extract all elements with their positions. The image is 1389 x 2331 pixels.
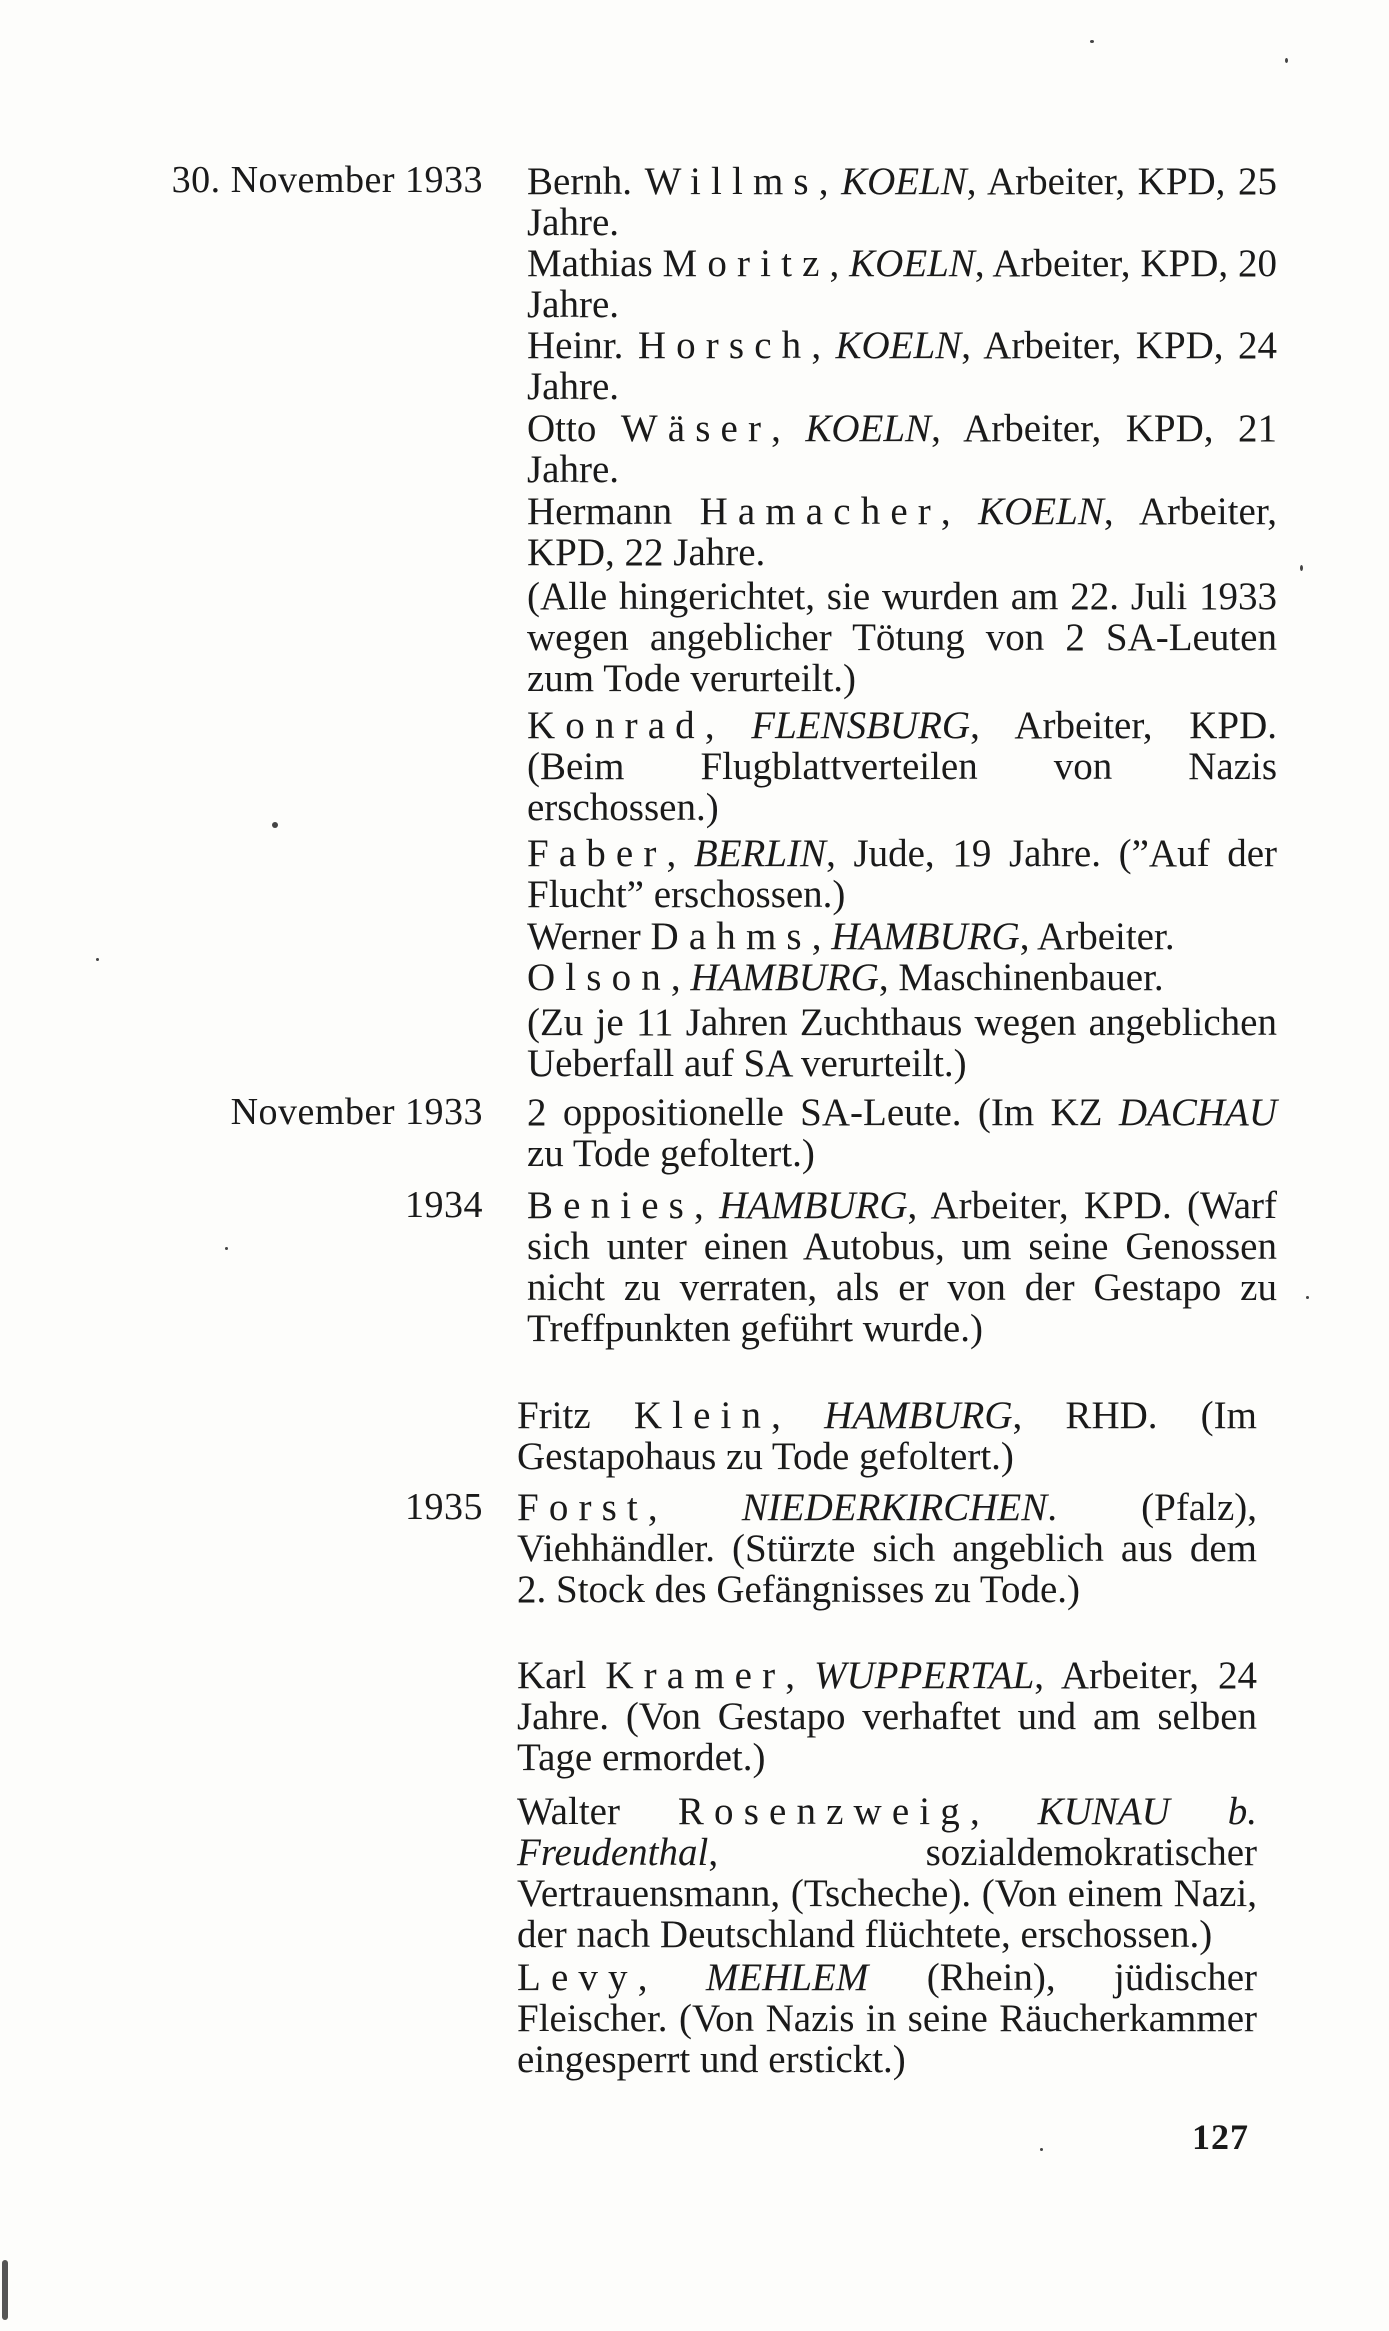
victim-details: , Arbeiter, 24 Jahre. (Von Gestapo verhaftet und am selben Tage ermordet.)	[517, 1654, 1258, 1779]
victim-place: KOELN	[841, 160, 967, 203]
victim-surname: Willms	[644, 160, 819, 203]
victim-entry: Otto Wäser, KOELN, Arbeiter, KPD, 21 Jahre.	[527, 407, 1277, 491]
victim-place: KOELN	[835, 324, 962, 367]
victim-name: Hermann Hamacher	[527, 490, 941, 533]
victim-place: NIEDERKIRCHEN	[741, 1486, 1048, 1529]
victim-surname: Benies	[527, 1184, 694, 1227]
victim-name: Mathias Moritz	[527, 242, 830, 285]
entry-date: 1934	[405, 1184, 483, 1226]
victim-details: , RHD. (Im Gestapohaus zu Tode gefoltert.)	[517, 1394, 1257, 1478]
victim-surname: Olson	[527, 956, 671, 999]
victim-place: MEHLEM	[705, 1956, 869, 1999]
victim-name	[527, 1184, 694, 1227]
victim-place: HAMBURG	[719, 1184, 908, 1227]
victim-surname: Konrad	[527, 704, 705, 747]
scan-speck	[1040, 2148, 1043, 2151]
victim-place: KUNAU b. Freudenthal	[517, 1790, 1257, 1874]
victim-name	[527, 956, 671, 999]
victim-details: (Rhein), jüdischer Fleischer. (Von Nazis in seine Räucherkammer eingesperrt und erstickt.)	[517, 1956, 1257, 2081]
entry-lead-text: 2 oppositionelle SA-Leute. (Im KZ	[527, 1091, 1119, 1134]
victim-place: HAMBURG	[831, 915, 1020, 958]
victim-surname: Forst	[517, 1486, 648, 1529]
victim-name	[527, 704, 705, 747]
scan-speck	[96, 958, 99, 961]
scan-edge-mark	[2, 2260, 8, 2320]
victim-entry: Levy, MEHLEM (Rhein), jüdischer Fleischer. (Von Nazis in seine Räucherkammer eingesperrt und erstickt.)	[517, 1956, 1257, 2081]
victim-name: Otto Wäser	[527, 407, 772, 450]
victim-entry: Konrad, FLENSBURG, Arbeiter, KPD. (Beim Flugblattverteilen von Nazis erschossen.)	[527, 704, 1277, 829]
victim-details: , Arbeiter, KPD, 20 Jahre.	[527, 242, 1277, 326]
victim-details: , Arbeiter, KPD, 25 Jahre.	[527, 160, 1277, 244]
victim-surname: Rosenzweig	[677, 1790, 970, 1833]
victim-entry: Faber, BERLIN, Jude, 19 Jahre. (”Auf der Flucht” erschossen.)	[527, 832, 1277, 916]
entry-note: (Alle hingerichtet, sie wurden am 22. Juli 1933 wegen angeblicher Tötung von 2 SA-Leuten zum Tode verurteilt.)	[527, 575, 1277, 700]
page-number: 127	[1192, 2117, 1249, 2157]
victim-details: zu Tode gefoltert.)	[527, 1132, 815, 1175]
entry-date: 30. November 1933	[171, 159, 483, 201]
victim-details: , Jude, 19 Jahre. (”Auf der Flucht” erschossen.)	[527, 832, 1277, 916]
victim-name: Fritz Klein	[517, 1394, 772, 1437]
victim-place: DACHAU	[1118, 1091, 1277, 1134]
victim-surname: Klein	[633, 1394, 772, 1437]
victim-place: BERLIN	[693, 832, 827, 875]
victim-entry: Karl Kramer, WUPPERTAL, Arbeiter, 24 Jahre. (Von Gestapo verhaftet und am selben Tage ermordet.)	[517, 1654, 1258, 1779]
scan-speck	[225, 1247, 228, 1250]
victim-place: FLENSBURG	[751, 704, 971, 747]
scan-speck	[1300, 565, 1303, 571]
victim-entry: Mathias Moritz, KOELN, Arbeiter, KPD, 20 Jahre.	[527, 242, 1277, 326]
victim-entry: Benies, HAMBURG, Arbeiter, KPD. (Warf sich unter einen Autobus, um seine Genossen nicht zu verraten, als er von der Gestapo zu Treffpunkten geführt wurde.)	[527, 1184, 1277, 1350]
victim-entry	[527, 1092, 1277, 1174]
victim-place: KOELN	[978, 490, 1104, 533]
entry-date: November 1933	[230, 1091, 483, 1133]
victim-surname: Levy	[517, 1956, 638, 1999]
victim-entry: Bernh. Willms, KOELN, Arbeiter, KPD, 25 Jahre.	[527, 160, 1277, 244]
victim-entry: Hermann Hamacher, KOELN, Arbeiter, KPD, 22 Jahre.	[527, 490, 1277, 574]
victim-name: Bernh. Willms	[527, 160, 819, 203]
victim-entry: Walter Rosenzweig, KUNAU b. Freudenthal, sozialdemokratischer Vertrauensmann, (Tscheche). (Von einem Nazi, der nach Deutschland flüchtete, erschossen.)	[517, 1790, 1257, 1956]
victim-details: , Arbeiter, KPD, 22 Jahre.	[527, 490, 1277, 574]
victim-details: , Arbeiter, KPD. (Warf sich unter einen Autobus, um seine Genossen nicht zu verraten, als er von der Gestapo zu Treffpunkten geführt wurde.)	[527, 1184, 1277, 1350]
victim-details: , Arbeiter, KPD, 21 Jahre.	[527, 407, 1277, 491]
victim-details: . (Pfalz), Viehhändler. (Stürzte sich angeblich aus dem 2. Stock des Gefängnisses zu Tode.)	[517, 1486, 1257, 1611]
victim-details: , Arbeiter, KPD. (Beim Flugblattverteilen von Nazis erschossen.)	[527, 704, 1277, 829]
victim-entry: Olson, HAMBURG, Maschinenbauer.	[527, 956, 1164, 999]
scan-speck	[1285, 58, 1288, 63]
victim-place: HAMBURG	[690, 956, 879, 999]
scan-speck	[1306, 1296, 1309, 1299]
victim-surname: Moritz	[662, 242, 830, 285]
victim-name	[517, 1956, 638, 1999]
victim-surname: Wäser	[620, 407, 772, 450]
victim-details: , Arbeiter, KPD, 24 Jahre.	[527, 324, 1277, 408]
victim-entry: Heinr. Horsch, KOELN, Arbeiter, KPD, 24 Jahre.	[527, 324, 1277, 408]
victim-surname: Horsch	[637, 324, 812, 367]
victim-details: , Arbeiter.	[1019, 915, 1175, 958]
victim-details: , sozialdemokratischer Vertrauensmann, (Tscheche). (Von einem Nazi, der nach Deutschland flüchtete, erschossen.)	[517, 1831, 1257, 1956]
victim-entry: Werner Dahms, HAMBURG, Arbeiter.	[527, 915, 1175, 958]
victim-name	[527, 832, 667, 875]
victim-surname: Faber	[527, 832, 667, 875]
victim-entry: Forst, NIEDERKIRCHEN. (Pfalz), Viehhändler. (Stürzte sich angeblich aus dem 2. Stock des Gefängnisses zu Tode.)	[517, 1486, 1257, 1611]
entry-date: 1935	[405, 1486, 483, 1528]
scan-speck	[1090, 40, 1094, 43]
victim-place: WUPPERTAL	[814, 1654, 1035, 1697]
victim-entry: Fritz Klein, HAMBURG, RHD. (Im Gestapohaus zu Tode gefoltert.)	[517, 1394, 1257, 1478]
victim-surname: Dahms	[650, 915, 812, 958]
victim-place: HAMBURG	[824, 1394, 1013, 1437]
victim-details: , Maschinenbauer.	[878, 956, 1164, 999]
victim-surname: Kramer	[605, 1654, 786, 1697]
entry-note: (Zu je 11 Jahren Zuchthaus wegen angeblichen Ueberfall auf SA verurteilt.)	[527, 1001, 1277, 1085]
victim-name: Heinr. Horsch	[527, 324, 812, 367]
victim-surname: Hamacher	[699, 490, 941, 533]
victim-name: Karl Kramer	[517, 1654, 786, 1697]
victim-name	[517, 1486, 648, 1529]
victim-name: Werner Dahms	[527, 915, 812, 958]
victim-place: KOELN	[849, 242, 975, 285]
victim-name: Walter Rosenzweig	[517, 1790, 970, 1833]
victim-place: KOELN	[805, 407, 932, 450]
scan-speck	[272, 822, 278, 828]
